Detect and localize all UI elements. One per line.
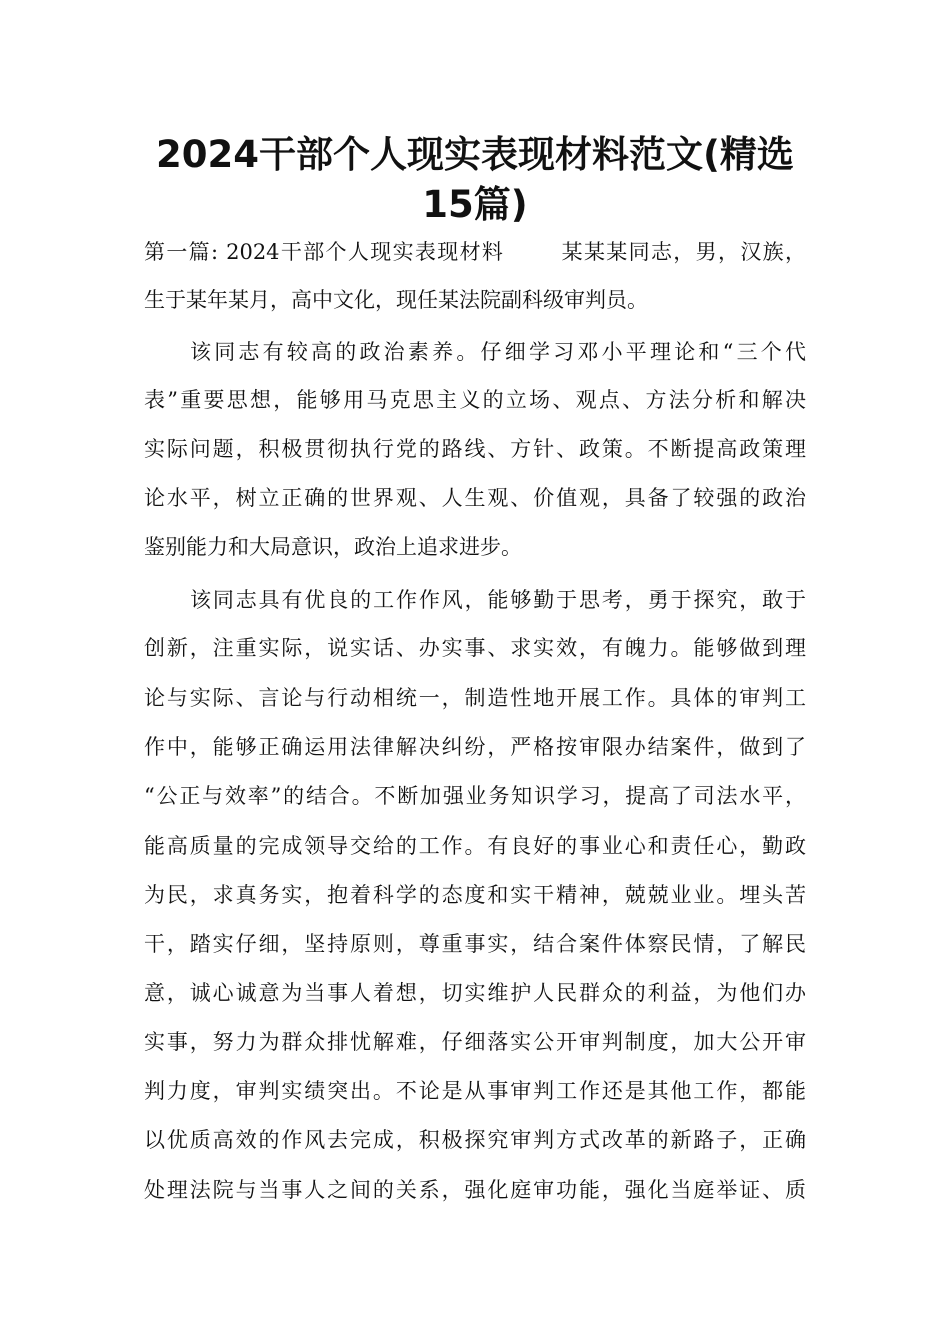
- paragraph-2-line: 作中，能够正确运用法律解决纠纷，严格按审限办结案件，做到了: [144, 735, 806, 759]
- paragraph-2-line: 为民，求真务实，抱着科学的态度和实干精神，兢兢业业。埋头苦: [144, 883, 806, 907]
- intro-line-1: [144, 238, 806, 266]
- document-title-line-1: 2024干部个人现实表现材料范文(精选: [156, 133, 794, 176]
- intro-line-2: 生于某年某月，高中文化，现任某法院副科级审判员。: [144, 288, 648, 312]
- paragraph-2-line: 处理法院与当事人之间的关系，强化庭审功能，强化当庭举证、质: [144, 1178, 806, 1202]
- paragraph-2-line: 实事，努力为群众排忧解难，仔细落实公开审判制度，加大公开审: [144, 1030, 806, 1054]
- paragraph-1-line: 实际问题，积极贯彻执行党的路线、方针、政策。不断提高政策理: [144, 437, 806, 461]
- paragraph-2-line: 该同志具有优良的工作作风，能够勤于思考，勇于探究，敢于: [190, 588, 806, 612]
- paragraph-2-line: 意，诚心诚意为当事人着想，切实维护人民群众的利益，为他们办: [144, 981, 806, 1005]
- paragraph-1-line: 论水平，树立正确的世界观、人生观、价值观，具备了较强的政治: [144, 486, 806, 510]
- paragraph-2-line: 创新，注重实际，说实话、办实事、求实效，有魄力。能够做到理: [144, 636, 806, 660]
- intro-heading: 第一篇: 2024干部个人现实表现材料: [144, 240, 505, 264]
- paragraph-1-line: 表”重要思想，能够用马克思主义的立场、观点、方法分析和解决: [144, 388, 806, 412]
- paragraph-2-line: 判力度，审判实绩突出。不论是从事审判工作还是其他工作，都能: [144, 1079, 806, 1103]
- paragraph-2-line: 以优质高效的作风去完成，积极探究审判方式改革的新路子，正确: [144, 1128, 806, 1152]
- paragraph-2-line: 论与实际、言论与行动相统一，制造性地开展工作。具体的审判工: [144, 686, 806, 710]
- document-title-line-2: 15篇): [422, 183, 528, 226]
- paragraph-1-line: 该同志有较高的政治素养。仔细学习邓小平理论和“三个代: [190, 340, 806, 364]
- paragraph-2-line: 能高质量的完成领导交给的工作。有良好的事业心和责任心，勤政: [144, 834, 806, 858]
- paragraph-2-line: 干，踏实仔细，坚持原则，尊重事实，结合案件体察民情，了解民: [144, 932, 806, 956]
- intro-line-1-rest: 某某某同志，男，汉族，: [560, 240, 807, 264]
- paragraph-1-line: 鉴别能力和大局意识，政治上追求进步。: [144, 535, 522, 559]
- paragraph-2-line: “公正与效率”的结合。不断加强业务知识学习，提高了司法水平，: [144, 784, 806, 808]
